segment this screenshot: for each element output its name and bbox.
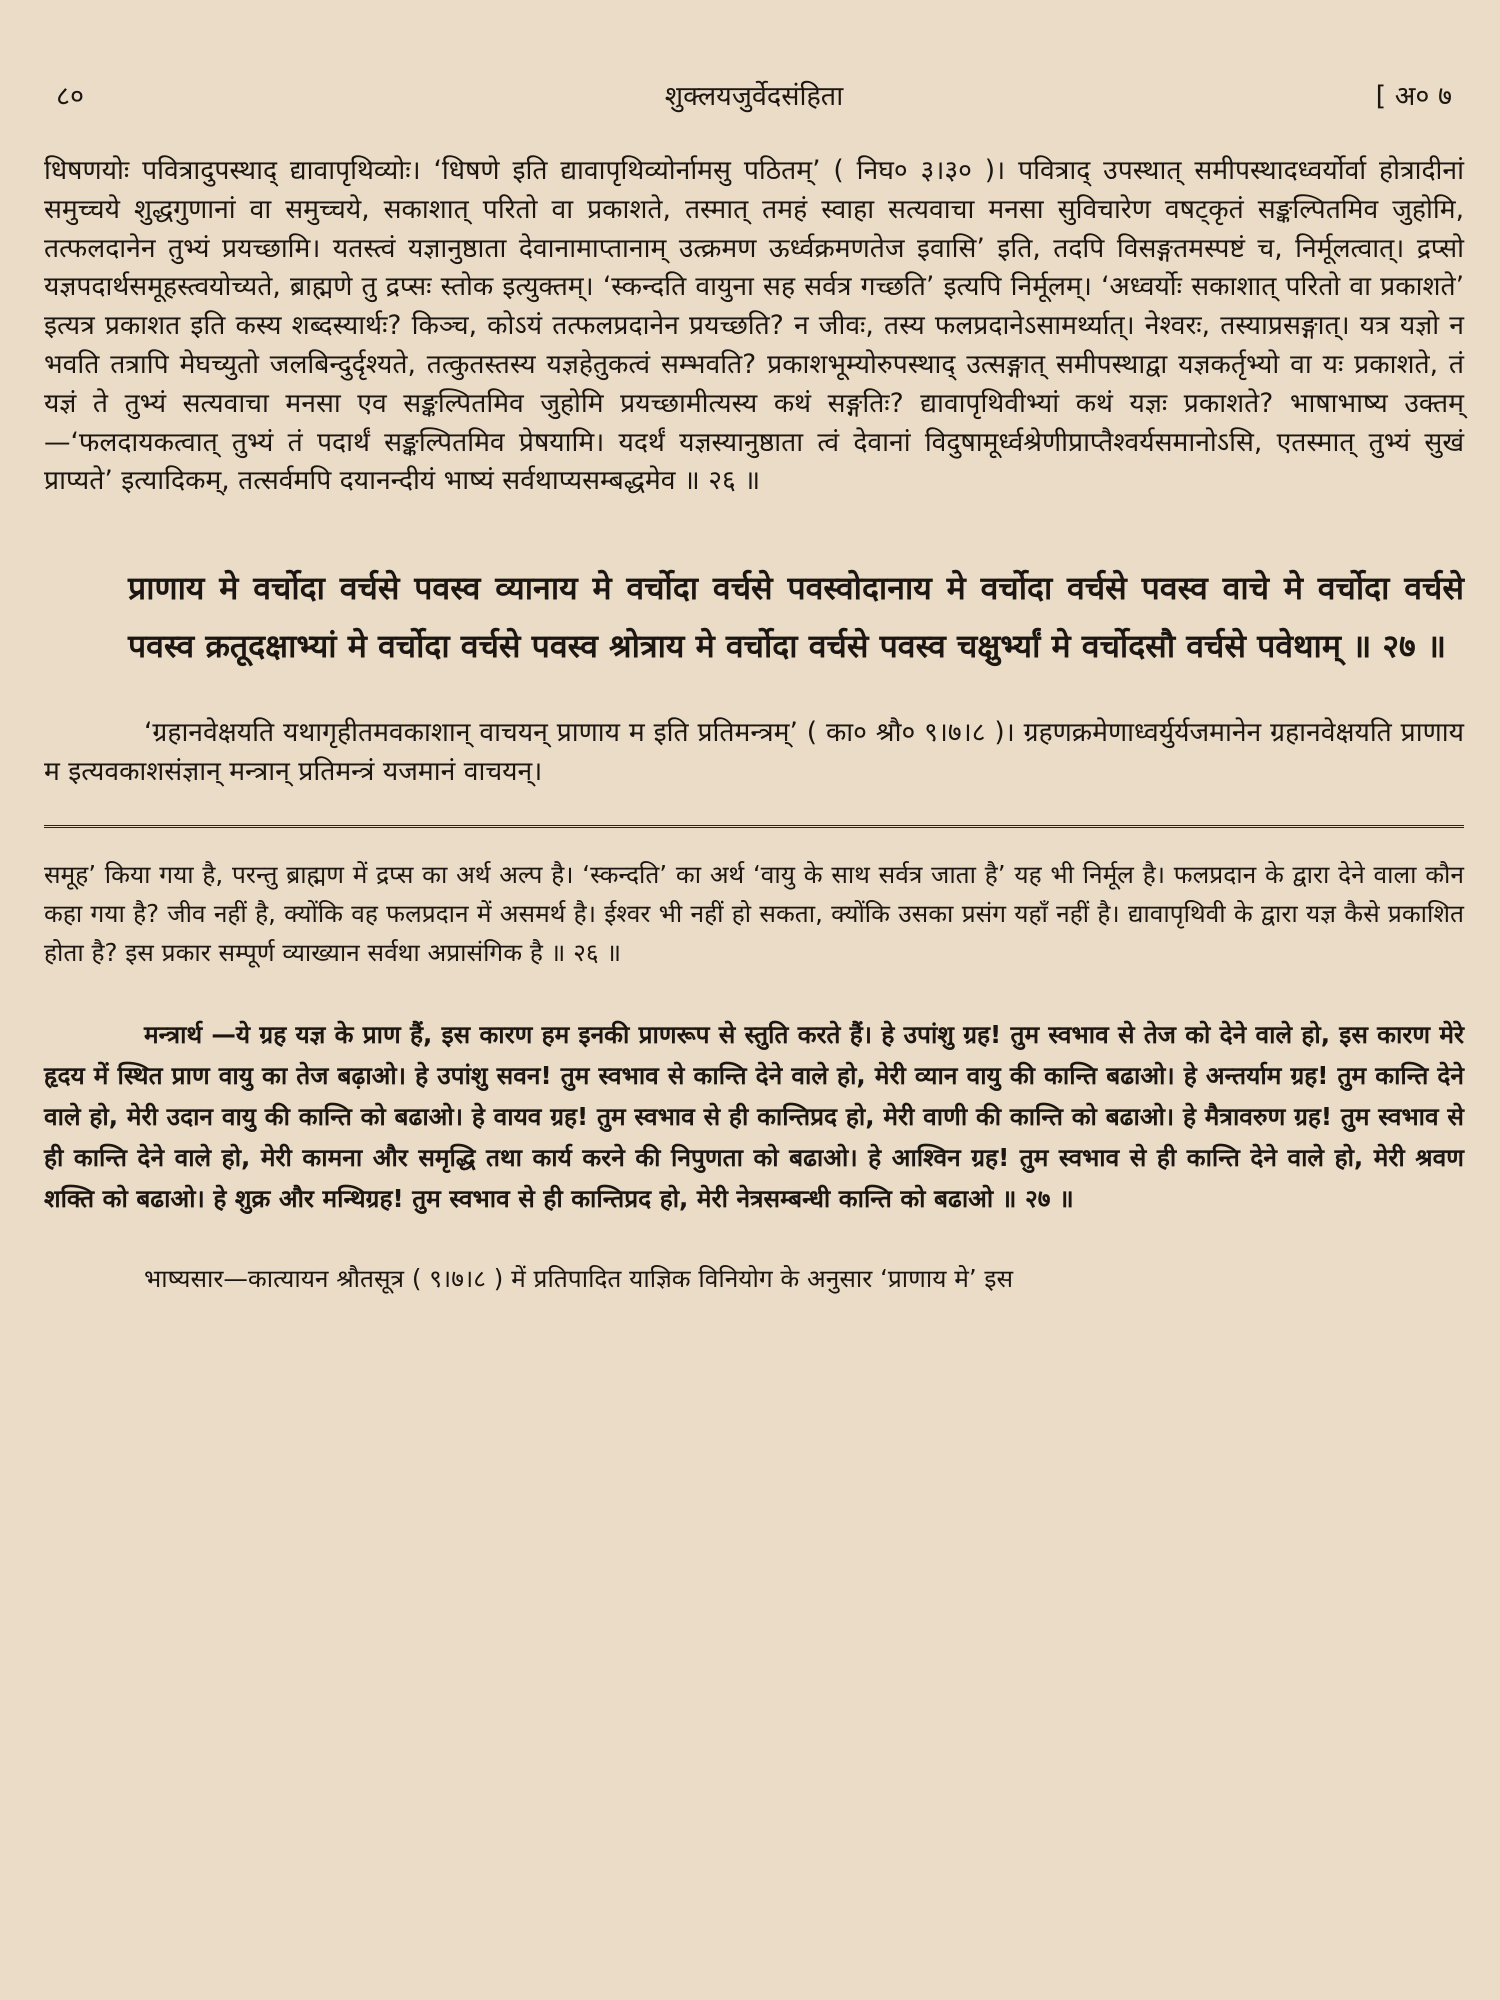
hindi-commentary-continuation: समूह’ किया गया है, परन्तु ब्राह्मण में द्रप्स का अर्थ अल्प है। ‘स्कन्दति’ का अर्थ ‘वायु के साथ सर्वत्र जाता है’ यह भी निर्मूल है। फलप्रदान के द्वारा देने वाला कौन कहा गया है? जीव नहीं है, क्योंकि वह फलप्रदान में असमर्थ है। ईश्वर भी नहीं हो सकता, क्योंकि उसका प्रसंग यहाँ नहीं है। द्यावापृथिवी के द्वारा यज्ञ कैसे प्रकाशित होता है? इस प्रकार सम्पूर्ण व्याख्यान सर्वथा अप्रासंगिक है ॥ २६ ॥ <box>44 860 1464 968</box>
sanskrit-commentary: धिषणयोः पवित्रादुपस्थाद् द्यावापृथिव्योः। ‘धिषणे इति द्यावापृथिव्योर्नामसु पठितम्’ ( निघ० ३।३० )। पवित्राद् उपस्थात् समीपस्थादध्वर्योर्वा होत्रादीनां समुच्चये शुद्धगुणानां वा समुच्चये, सकाशात् परितो वा प्रकाशते, तस्मात् तमहं स्वाहा सत्यवाचा मनसा सुविचारेण वषट्कृतं सङ्कल्पितमिव जुहोमि, तत्फलदानेन तुभ्यं प्रयच्छामि। यतस्त्वं यज्ञानुष्ठाता देवानामाप्तानाम् उत्क्रमण ऊर्ध्वक्रमणतेज इवासि’ इति, तदपि विसङ्गतमस्पष्टं च, निर्मूलत्वात्। द्रप्सो यज्ञपदार्थसमूहस्त्वयोच्यते, ब्राह्मणे तु द्रप्सः स्तोक इत्युक्तम्। ‘स्कन्दति वायुना सह सर्वत्र गच्छति’ इत्यपि निर्मूलम्। ‘अध्वर्योः सकाशात् परितो वा प्रकाशते’ इत्यत्र प्रकाशत इति कस्य शब्दस्यार्थः? किञ्च, कोऽयं तत्फलप्रदानेन प्रयच्छति? न जीवः, तस्य फलप्रदानेऽसामर्थ्यात्। नेश्वरः, तस्याप्रसङ्गात्। यत्र यज्ञो न भवति तत्रापि मेघच्युतो जलबिन्दुर्दृश्यते, तत्कुतस्तस्य यज्ञहेतुकत्वं सम्भवति? प्रकाशभूम्योरुपस्थाद् उत्सङ्गात् समीपस्थाद्वा यज्ञकर्तृभ्यो वा यः प्रकाशते, तं यज्ञं ते तुभ्यं सत्यवाचा मनसा एव सङ्कल्पितमिव जुहोमि प्रयच्छामीत्यस्य कथं सङ्गतिः? द्यावापृथिवीभ्यां कथं यज्ञः प्रकाशते? भाषाभाष्य उक्तम् —‘फलदायकत्वात् तुभ्यं तं पदार्थं सङ्कल्पितमिव प्रेषयामि। यदर्थं यज्ञस्यानुष्ठाता त्वं देवानां विदुषामूर्ध्वश्रेणीप्राप्तैश्वर्यसमानोऽसि, एतस्मात् तुभ्यं सुखं प्राप्यते’ इत्यादिकम्, तत्सर्वमपि दयानन्दीयं भाष्यं सर्वथाप्यसम्बद्धमेव ॥ २६ ॥ <box>44 155 1464 497</box>
running-title: शुक्लयजुर्वेदसंहिता <box>664 81 844 112</box>
page-number: ८० <box>56 81 85 112</box>
page-header <box>44 60 1464 110</box>
ritual-application: ‘ग्रहानवेक्षयति यथागृहीतमवकाशान् वाचयन् प्राणाय म इति प्रतिमन्त्रम्’ ( का० श्रौ० ९।७।८ )। ग्रहणक्रमेणाध्वर्युर्यजमानेन ग्रहानवेक्षयति प्राणाय म इत्यवकाशसंज्ञान् मन्त्रान् प्रतिमन्त्रं यजमानं वाचयन्। <box>44 717 1464 788</box>
mantra-meaning: मन्त्रार्थ —ये ग्रह यज्ञ के प्राण हैं, इस कारण हम इनकी प्राणरूप से स्तुति करते हैं। हे उपांशु ग्रह! तुम स्वभाव से तेज को देने वाले हो, इस कारण मेरे हृदय में स्थित प्राण वायु का तेज बढ़ाओ। हे उपांशु सवन! तुम स्वभाव से कान्ति देने वाले हो, मेरी व्यान वायु की कान्ति बढाओ। हे अन्तर्याम ग्रह! तुम कान्ति देने वाले हो, मेरी उदान वायु की कान्ति को बढाओ। हे वायव ग्रह! तुम स्वभाव से ही कान्तिप्रद हो, मेरी वाणी की कान्ति को बढाओ। हे मैत्रावरुण ग्रह! तुम स्वभाव से ही कान्ति देने वाले हो, मेरी कामना और समृद्धि तथा कार्य करने की निपुणता को बढाओ। हे आश्विन ग्रह! तुम स्वभाव से ही कान्ति देने वाले हो, मेरी श्रवण शक्ति को बढाओ। हे शुक्र और मन्थिग्रह! तुम स्वभाव से ही कान्तिप्रद हो, मेरी नेत्रसम्बन्धी कान्ति को बढाओ ॥ २७ ॥ <box>44 1020 1464 1214</box>
chapter-marker: [ अ० ७ <box>1375 81 1452 112</box>
footnote-divider <box>44 825 1464 831</box>
bhashya-summary: भाष्यसार—कात्यायन श्रौतसूत्र ( ९।७।८ ) में प्रतिपादित याज्ञिक विनियोग के अनुसार ‘प्राणाय मे’ इस <box>144 1264 1014 1294</box>
mantra-verse: प्राणाय मे वर्चोदा वर्चसे पवस्व व्यानाय मे वर्चोदा वर्चसे पवस्वोदानाय मे वर्चोदा वर्चसे पवस्व वाचे मे वर्चोदा वर्चसे पवस्व क्रतूदक्षाभ्यां मे वर्चोदा वर्चसे पवस्व श्रोत्राय मे वर्चोदा वर्चसे पवस्व चक्षुर्भ्यां मे वर्चोदसौ वर्चसे पवेथाम् ॥ २७ ॥ <box>128 569 1464 666</box>
